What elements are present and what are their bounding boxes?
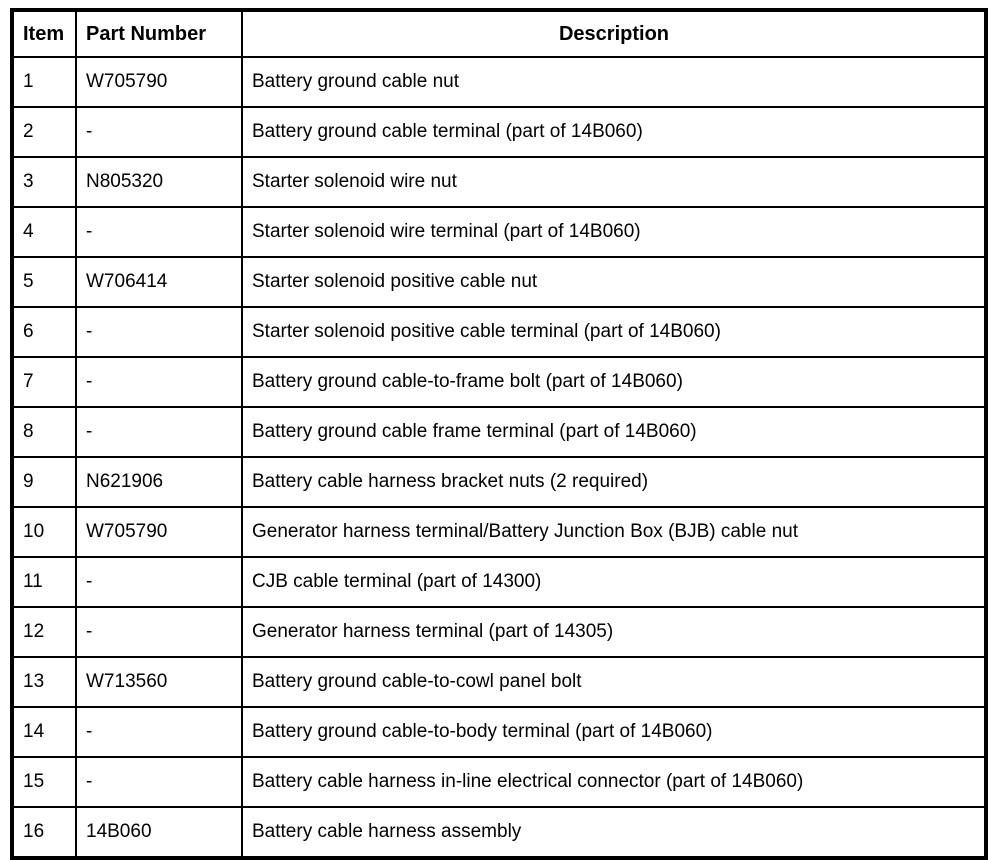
item-cell: 1	[12, 57, 76, 107]
table-row	[12, 307, 986, 357]
table-row	[12, 457, 986, 507]
table-body	[12, 57, 986, 858]
part-number-cell: -	[76, 407, 242, 457]
item-cell: 9	[12, 457, 76, 507]
part-number-cell: W706414	[76, 257, 242, 307]
part-number-cell: 14B060	[76, 807, 242, 858]
column-header-description: Description	[242, 10, 986, 57]
part-number-cell: W713560	[76, 657, 242, 707]
table-row	[12, 157, 986, 207]
table-row	[12, 407, 986, 457]
table-row	[12, 507, 986, 557]
table-row	[12, 207, 986, 257]
item-cell: 8	[12, 407, 76, 457]
description-cell: Battery ground cable nut	[242, 57, 986, 107]
description-cell: Battery ground cable-to-cowl panel bolt	[242, 657, 986, 707]
part-number-cell: -	[76, 207, 242, 257]
description-cell: Battery ground cable-to-body terminal (part of 14B060)	[242, 707, 986, 757]
table-row	[12, 57, 986, 107]
description-cell: Battery ground cable terminal (part of 14B060)	[242, 107, 986, 157]
table-row	[12, 357, 986, 407]
column-header-item: Item	[12, 10, 76, 57]
part-number-cell: -	[76, 757, 242, 807]
item-cell: 4	[12, 207, 76, 257]
column-header-part-number: Part Number	[76, 10, 242, 57]
part-number-cell: -	[76, 307, 242, 357]
part-number-cell: -	[76, 357, 242, 407]
table-row	[12, 657, 986, 707]
item-cell: 13	[12, 657, 76, 707]
description-cell: Battery cable harness in-line electrical connector (part of 14B060)	[242, 757, 986, 807]
description-cell: Battery ground cable-to-frame bolt (part of 14B060)	[242, 357, 986, 407]
table-row	[12, 807, 986, 858]
description-cell: Battery ground cable frame terminal (part of 14B060)	[242, 407, 986, 457]
item-cell: 10	[12, 507, 76, 557]
item-cell: 5	[12, 257, 76, 307]
item-cell: 12	[12, 607, 76, 657]
part-number-cell: W705790	[76, 507, 242, 557]
table-row	[12, 107, 986, 157]
item-cell: 7	[12, 357, 76, 407]
description-cell: Starter solenoid wire terminal (part of 14B060)	[242, 207, 986, 257]
parts-table	[10, 8, 988, 860]
description-cell: CJB cable terminal (part of 14300)	[242, 557, 986, 607]
item-cell: 16	[12, 807, 76, 858]
item-cell: 14	[12, 707, 76, 757]
part-number-cell: -	[76, 557, 242, 607]
header-row	[12, 10, 986, 57]
item-cell: 15	[12, 757, 76, 807]
part-number-cell: -	[76, 607, 242, 657]
item-cell: 2	[12, 107, 76, 157]
part-number-cell: N621906	[76, 457, 242, 507]
part-number-cell: N805320	[76, 157, 242, 207]
description-cell: Battery cable harness bracket nuts (2 required)	[242, 457, 986, 507]
table-row	[12, 607, 986, 657]
table-row	[12, 557, 986, 607]
description-cell: Starter solenoid wire nut	[242, 157, 986, 207]
part-number-cell: W705790	[76, 57, 242, 107]
table-row	[12, 757, 986, 807]
table-row	[12, 707, 986, 757]
description-cell: Generator harness terminal/Battery Junction Box (BJB) cable nut	[242, 507, 986, 557]
description-cell: Starter solenoid positive cable terminal (part of 14B060)	[242, 307, 986, 357]
item-cell: 3	[12, 157, 76, 207]
item-cell: 6	[12, 307, 76, 357]
part-number-cell: -	[76, 107, 242, 157]
description-cell: Generator harness terminal (part of 14305)	[242, 607, 986, 657]
description-cell: Battery cable harness assembly	[242, 807, 986, 858]
item-cell: 11	[12, 557, 76, 607]
description-cell: Starter solenoid positive cable nut	[242, 257, 986, 307]
part-number-cell: -	[76, 707, 242, 757]
table-row	[12, 257, 986, 307]
